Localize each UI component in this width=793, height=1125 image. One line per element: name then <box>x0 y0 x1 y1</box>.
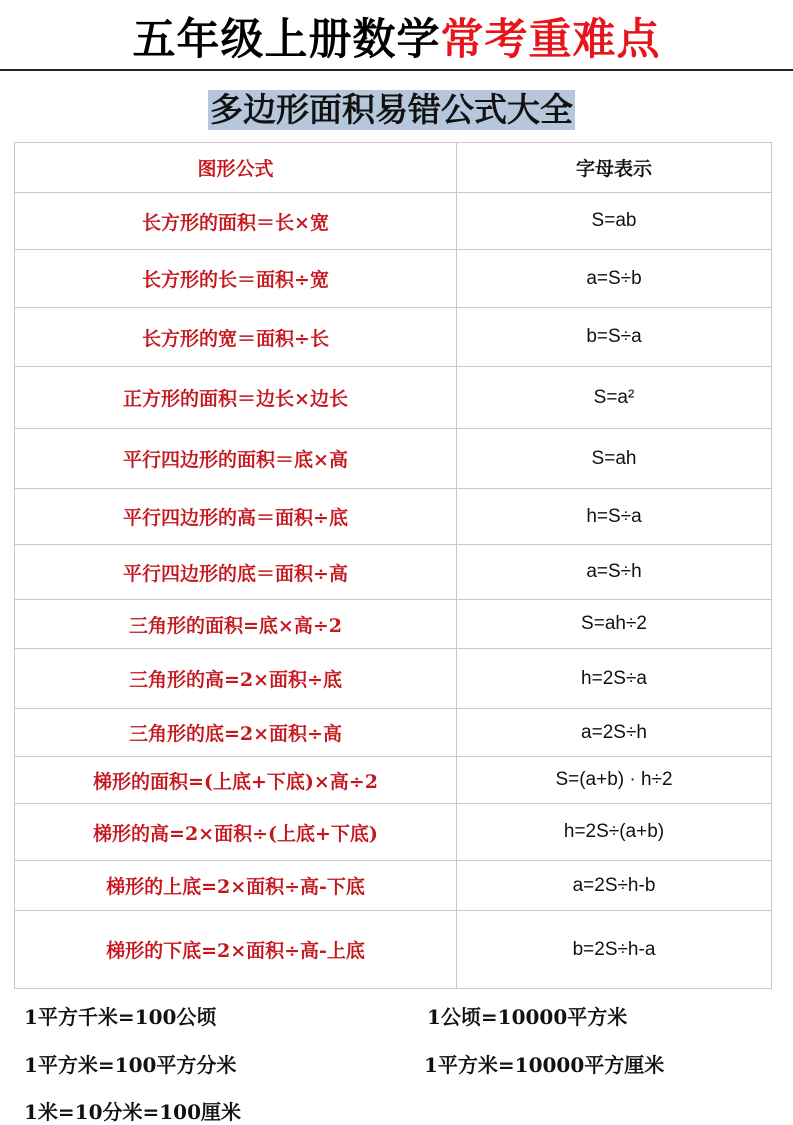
letter-cell: S=(a+b) · h÷2 <box>457 757 772 804</box>
letter-cell: h=2S÷a <box>457 649 772 709</box>
formula-cell: 三角形的底=2×面积÷高 <box>15 709 457 757</box>
letter-cell: a=2S÷h-b <box>457 861 772 911</box>
table-row <box>15 489 772 545</box>
formula-cell: 平行四边形的面积＝底×高 <box>15 429 457 489</box>
letter-cell: b=2S÷h-a <box>457 911 772 989</box>
table-row <box>15 545 772 600</box>
formula-cell: 正方形的面积＝边长×边长 <box>15 367 457 429</box>
table-row <box>15 429 772 489</box>
formula-cell: 长方形的宽＝面积÷长 <box>15 308 457 367</box>
conversion-sqm-sqcm: 1平方米=10000平方厘米 <box>424 1053 665 1077</box>
header-letters: 字母表示 <box>457 143 772 193</box>
title-red-part: 常考重难点 <box>440 15 661 65</box>
header-formula: 图形公式 <box>15 143 457 193</box>
table-row <box>15 757 772 804</box>
letter-cell: S=ah÷2 <box>457 600 772 649</box>
table-row <box>15 367 772 429</box>
table-row <box>15 911 772 989</box>
table-row <box>15 193 772 250</box>
letter-cell: S=ab <box>457 193 772 250</box>
formula-cell: 三角形的高=2×面积÷底 <box>15 649 457 709</box>
table-row <box>15 308 772 367</box>
conversion-hectare-sqm: 1公顷=10000平方米 <box>427 1005 628 1029</box>
table-row <box>15 600 772 649</box>
table-row <box>15 649 772 709</box>
letter-cell: a=S÷b <box>457 250 772 308</box>
letter-cell: S=a² <box>457 367 772 429</box>
letter-cell: a=S÷h <box>457 545 772 600</box>
conversion-m-dm-cm: 1米=10分米=100厘米 <box>24 1100 242 1124</box>
conversion-sqm-sqdm: 1平方米=100平方分米 <box>24 1053 237 1077</box>
page-title <box>0 12 793 68</box>
formula-cell: 梯形的面积=(上底+下底)×高÷2 <box>15 757 457 804</box>
formula-cell: 长方形的面积＝长×宽 <box>15 193 457 250</box>
table-header-row <box>15 143 772 193</box>
formula-cell: 梯形的下底=2×面积÷高-上底 <box>15 911 457 989</box>
table-row <box>15 804 772 861</box>
letter-cell: h=S÷a <box>457 489 772 545</box>
letter-cell: b=S÷a <box>457 308 772 367</box>
letter-cell: h=2S÷(a+b) <box>457 804 772 861</box>
letter-cell: S=ah <box>457 429 772 489</box>
table-row <box>15 250 772 308</box>
title-divider <box>0 69 793 71</box>
formula-cell: 平行四边形的底＝面积÷高 <box>15 545 457 600</box>
table-row <box>15 709 772 757</box>
formula-table <box>14 142 772 989</box>
formula-cell: 梯形的高=2×面积÷(上底+下底) <box>15 804 457 861</box>
table-row <box>15 861 772 911</box>
subtitle: 多边形面积易错公式大全 <box>210 90 573 129</box>
formula-cell: 平行四边形的高＝面积÷底 <box>15 489 457 545</box>
formula-cell: 梯形的上底=2×面积÷高-下底 <box>15 861 457 911</box>
letter-cell: a=2S÷h <box>457 709 772 757</box>
formula-cell: 长方形的长＝面积÷宽 <box>15 250 457 308</box>
formula-cell: 三角形的面积=底×高÷2 <box>15 600 457 649</box>
conversion-sqkm-hectare: 1平方千米=100公顷 <box>24 1005 217 1029</box>
title-black-part: 五年级上册数学 <box>132 15 441 65</box>
